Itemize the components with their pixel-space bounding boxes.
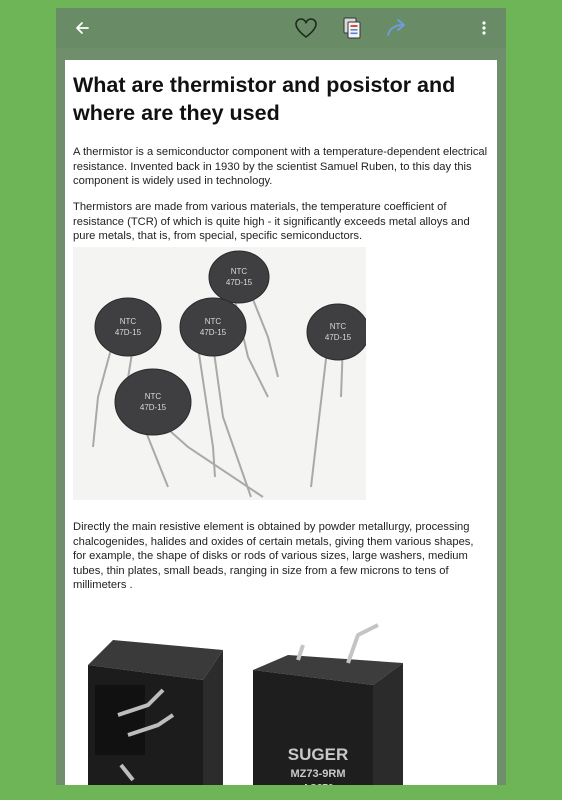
ntc-label-5-line1: NTC — [144, 392, 162, 401]
ntc-label-3-line1: NTC — [204, 317, 222, 326]
share-icon — [385, 18, 409, 38]
posistor-photo — [73, 605, 463, 794]
more-options-button[interactable] — [474, 8, 494, 48]
ntc-label-1-line1: NTC — [230, 267, 248, 276]
ntc-thermistors-photo — [73, 247, 366, 500]
heart-icon — [294, 17, 318, 39]
ntc-label-1-line2: 47D-15 — [225, 278, 253, 287]
favorite-button[interactable] — [292, 8, 320, 48]
share-button[interactable] — [382, 8, 412, 48]
back-arrow-icon — [73, 19, 91, 37]
toolbar — [56, 8, 506, 48]
copy-icon — [342, 16, 362, 40]
ntc-label-3-line2: 47D-15 — [199, 328, 227, 337]
back-button[interactable] — [68, 8, 96, 48]
posistor-brand-text: SUGER — [287, 745, 349, 764]
article-title: What are thermistor and posistor and where are they used — [73, 73, 456, 125]
ntc-label-2-line2: 47D-15 — [114, 328, 142, 337]
posistor-model-text: MZ73-9RM — [290, 768, 346, 780]
ntc-label-4-line2: 47D-15 — [324, 333, 352, 342]
posistor-code-text: AC270 — [302, 783, 334, 794]
ntc-label-4-line1: NTC — [329, 322, 347, 331]
article-page — [65, 60, 497, 794]
article-paragraph-2: Thermistors are made from various materials, the temperature coefficient of resistance (TCR) of which is quite high - it significantly exceeds metal alloys and pure metals, that is, from special, specific semiconductors. — [73, 201, 470, 242]
article-paragraph-1: A thermistor is a semiconductor component with a temperature-dependent electrical resistance. Invented back in 1930 by the scientist Samuel Ruben, to this day this component is widely used in technology. — [73, 146, 488, 187]
ntc-label-2-line1: NTC — [119, 317, 137, 326]
more-vert-icon — [481, 20, 487, 36]
article-paragraph-3: Directly the main resistive element is obtained by powder metallurgy, processing chalcogenides, halides and oxides of certain metals, giving them various shapes, for example, the shape of disks or rods of various sizes, large washers, medium tubes, thin plates, small beads, ranging in size from a few microns to tens of millimeters . — [73, 521, 474, 591]
app-window — [56, 8, 506, 794]
ntc-label-5-line2: 47D-15 — [139, 403, 167, 412]
copy-button[interactable] — [338, 8, 366, 48]
